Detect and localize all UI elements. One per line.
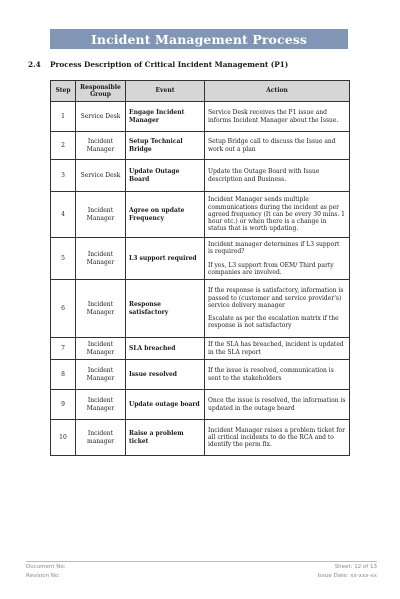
section-number: 2.4	[28, 60, 41, 69]
responsible-group-cell: Service Desk	[76, 102, 126, 132]
document-no-label: Document No:	[26, 564, 66, 570]
action-paragraph: If the response is satisfactory, information is passed to (customer and service provider's) service delivery manager	[208, 287, 344, 309]
issue-date: Issue Date: xx-xxx-xx	[317, 573, 377, 579]
table-body	[51, 102, 350, 456]
action-paragraph: If the SLA has breached, incident is updated in the SLA report	[208, 341, 344, 356]
action-cell	[205, 192, 350, 238]
step-cell: 1	[51, 102, 76, 132]
footer-row-2	[26, 573, 377, 579]
action-paragraph: Incident Manager raises a problem ticket for all critical incidents to do the RCA and to identify the perm fix.	[208, 426, 346, 449]
table-header-row	[51, 81, 350, 102]
action-cell	[205, 420, 350, 456]
event-cell: Raise a problem ticket	[126, 420, 205, 456]
responsible-group-cell: Incident manager	[76, 420, 126, 456]
event-cell: Update Outage Board	[126, 160, 205, 192]
event-cell: SLA breached	[126, 338, 205, 360]
footer-row-1	[26, 564, 377, 570]
action-paragraph: Once the issue is resolved, the information is updated in the outage board	[208, 397, 346, 412]
step-cell: 5	[51, 238, 76, 280]
action-paragraph: If yes, L3 support from OEM/ Third party companies are involved.	[208, 261, 334, 276]
action-paragraph: Escalate as per the escalation matrix if the response is not satisfactory	[208, 315, 339, 330]
responsible-group-cell: Incident Manager	[76, 192, 126, 238]
section-heading	[28, 60, 288, 69]
table-row	[51, 102, 350, 132]
footer-divider	[26, 561, 377, 562]
event-cell: Agree on update Frequency	[126, 192, 205, 238]
event-cell: Engage Incident Manager	[126, 102, 205, 132]
step-cell: 7	[51, 338, 76, 360]
action-paragraph: Incident manager determines if L3 support is required?	[208, 240, 340, 256]
action-cell	[205, 238, 350, 280]
responsible-group-cell: Service Desk	[76, 160, 126, 192]
header-event: Event	[126, 81, 205, 102]
action-paragraph: Update the Outage Board with Issue description and Business.	[208, 168, 320, 183]
event-cell: Update outage board	[126, 390, 205, 420]
document-title-banner: Incident Management Process	[50, 29, 348, 49]
table-row	[51, 238, 350, 280]
table-row	[51, 360, 350, 390]
action-cell	[205, 360, 350, 390]
step-cell: 3	[51, 160, 76, 192]
step-cell: 9	[51, 390, 76, 420]
table-row	[51, 280, 350, 338]
event-cell: Issue resolved	[126, 360, 205, 390]
responsible-group-cell: Incident Manager	[76, 280, 126, 338]
table-row	[51, 420, 350, 456]
table-row	[51, 132, 350, 160]
header-step: Step	[51, 81, 76, 102]
responsible-group-cell: Incident Manager	[76, 132, 126, 160]
header-responsible-group: Responsible Group	[76, 81, 126, 102]
step-cell: 2	[51, 132, 76, 160]
responsible-group-cell: Incident Manager	[76, 238, 126, 280]
step-cell: 10	[51, 420, 76, 456]
step-cell: 4	[51, 192, 76, 238]
action-cell	[205, 280, 350, 338]
action-paragraph: Incident Manager sends multiple communications during the incident as per agreed frequency (It can be every 30 mins. 1 hour etc.) or when there is a change in status that is worth updating.	[208, 196, 345, 233]
step-cell: 6	[51, 280, 76, 338]
table-row	[51, 338, 350, 360]
action-cell	[205, 132, 350, 160]
event-cell: Setup Technical Bridge	[126, 132, 205, 160]
revision-no-label: Revision No:	[26, 573, 61, 579]
action-paragraph: If the issue is resolved, communication is sent to the stakeholders	[208, 367, 334, 382]
action-cell	[205, 160, 350, 192]
action-cell	[205, 102, 350, 132]
responsible-group-cell: Incident Manager	[76, 390, 126, 420]
responsible-group-cell: Incident Manager	[76, 338, 126, 360]
responsible-group-cell: Incident Manager	[76, 360, 126, 390]
table-row	[51, 192, 350, 238]
action-cell	[205, 338, 350, 360]
header-action: Action	[205, 81, 350, 102]
section-title: Process Description of Critical Incident Management (P1)	[50, 60, 289, 69]
table-row	[51, 160, 350, 192]
event-cell: L3 support required	[126, 238, 205, 280]
table-row	[51, 390, 350, 420]
step-cell: 8	[51, 360, 76, 390]
action-paragraph: Service Desk receives the P1 issue and informs Incident Manager about the Issue.	[208, 109, 339, 124]
sheet-number: Sheet: 12 of 13	[334, 564, 377, 570]
event-cell: Response satisfactory	[126, 280, 205, 338]
process-table	[50, 80, 350, 456]
action-cell	[205, 390, 350, 420]
action-paragraph: Setup Bridge call to discuss the Issue and work out a plan	[208, 138, 336, 153]
